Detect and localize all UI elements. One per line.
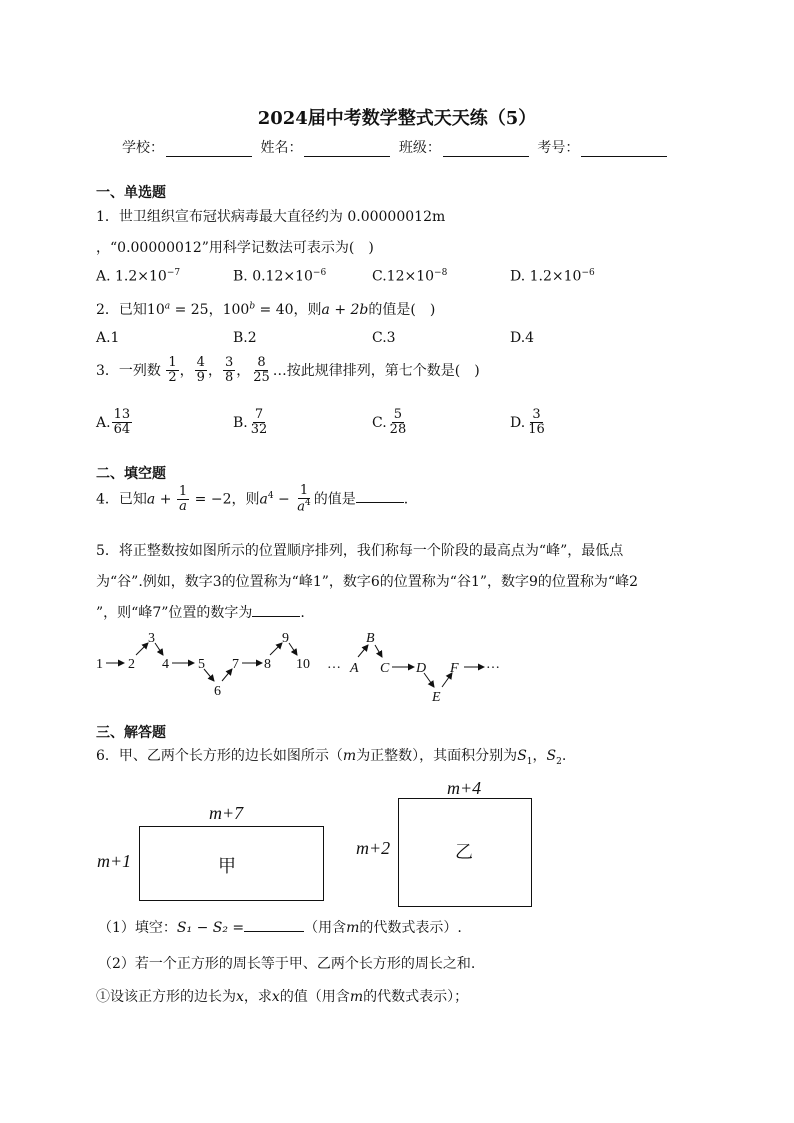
rect-jia-side-label: m+1 [97, 851, 132, 871]
option-text: 1.2×10 [529, 268, 582, 285]
comma: ， [532, 748, 547, 764]
q6-end: . [561, 748, 567, 764]
letter-e: E [432, 690, 441, 705]
rect-jia-top-label: m+7 [209, 803, 244, 823]
q4-end: . [403, 491, 409, 508]
option-exponent: −7 [166, 268, 181, 278]
arrow [222, 669, 232, 681]
fraction [112, 408, 133, 438]
arrow [155, 643, 163, 655]
name-label: 姓名： [260, 140, 303, 156]
option-label: A. [96, 414, 111, 431]
numerator: 1 [168, 355, 177, 370]
separator: ， [179, 362, 194, 379]
var-m: m [346, 920, 360, 936]
denominator: 2 [168, 370, 177, 386]
numerator: 7 [254, 407, 264, 422]
q4-suffix: 的值是 [313, 491, 356, 508]
q5-line3 [96, 602, 305, 622]
letter-d: D [416, 661, 427, 676]
var-s1: S [517, 748, 527, 764]
var-s2: S [546, 748, 557, 764]
denominator: 32 [250, 422, 268, 438]
arrow [270, 643, 282, 655]
q5-line1: 5．将正整数按如图所示的位置顺序排列，我们称每一个阶段的最高点为“峰”，最低点 [96, 543, 624, 559]
minus: − [273, 491, 295, 508]
sub2-1-prefix: ①设该正方形的边长为 [96, 989, 236, 1005]
exponent: 4 [267, 490, 274, 501]
arrow [289, 643, 297, 655]
exam-no-label: 考号： [537, 140, 580, 156]
s1-subscript: 1 [526, 756, 533, 767]
q5-line3-text: ”，则“峰7”位置的数字为 [96, 605, 253, 621]
num-3: 3 [148, 631, 155, 646]
numerator: 8 [257, 355, 266, 370]
fraction [251, 356, 272, 386]
q1-option-b[interactable] [233, 268, 326, 285]
arrow [358, 645, 368, 657]
q6-sub1-answer-blank[interactable] [244, 919, 304, 932]
school-blank[interactable] [166, 142, 252, 157]
var-m: m [349, 989, 364, 1005]
q2-option-c[interactable]: C.3 [372, 330, 396, 346]
fraction [166, 356, 178, 386]
class-label: 班级： [398, 140, 441, 156]
q6-mid: 为正整数），其面积分别为 [356, 748, 518, 764]
q2-rest1: = 25， [170, 302, 223, 318]
numerator: 13 [113, 407, 131, 422]
arrow [424, 673, 434, 687]
option-label: D. [510, 268, 526, 285]
q2-option-a[interactable]: A.1 [96, 330, 120, 346]
option-exponent: −8 [434, 268, 448, 278]
num-8: 8 [264, 657, 271, 672]
option-label: C. [372, 268, 387, 285]
q2-option-b[interactable]: B.2 [233, 330, 257, 346]
q6-sub2-1 [96, 986, 468, 1006]
q4-prefix: 4．已知 [96, 491, 147, 508]
q3-option-b[interactable] [233, 408, 270, 438]
q2-rest2: = 40，则 [255, 302, 322, 318]
q6-prefix: 6．甲、乙两个长方形的边长如图所示（ [96, 748, 343, 764]
numerator: 3 [532, 407, 541, 422]
fraction [526, 408, 547, 438]
arrow [442, 673, 452, 687]
q2-expr3: a + 2b [321, 302, 369, 318]
var-x: x [271, 989, 280, 1005]
fraction [249, 408, 270, 438]
name-blank[interactable] [304, 142, 390, 157]
q2-option-d[interactable]: D.4 [510, 330, 535, 346]
num-9: 9 [282, 631, 289, 646]
q5-end: . [300, 605, 305, 621]
equals: = −2，则 [190, 491, 260, 508]
num-5: 5 [198, 657, 205, 672]
fraction [195, 356, 207, 386]
separator: ， [207, 362, 222, 379]
rect-yi-top-label: m+4 [447, 778, 482, 798]
q2-exp2: b [249, 301, 256, 312]
letter-c: C [380, 661, 390, 676]
q5-answer-blank[interactable] [252, 604, 300, 617]
option-exponent: −6 [312, 268, 327, 278]
num-2: 2 [128, 657, 135, 672]
q1-option-c[interactable] [372, 268, 447, 285]
arrow [204, 669, 214, 681]
var-x: x [236, 989, 244, 1005]
q6-stem [96, 745, 566, 767]
denominator: a [179, 498, 187, 514]
arrow [136, 643, 148, 655]
rect-yi-side-label: m+2 [356, 838, 391, 858]
arrow [375, 645, 382, 657]
rect-jia-label: 甲 [218, 856, 236, 877]
numerator: 1 [299, 483, 309, 498]
letter-f: F [450, 661, 459, 676]
q1-option-a[interactable] [96, 268, 180, 285]
denominator: 25 [253, 370, 270, 386]
fraction [388, 408, 409, 438]
option-text: 0.12×10 [252, 268, 313, 285]
option-label: C. [372, 414, 387, 431]
num-1: 1 [96, 657, 103, 672]
var-a: a [259, 491, 268, 508]
num-4: 4 [162, 657, 169, 672]
num-7: 7 [232, 657, 239, 672]
denominator: 16 [528, 422, 545, 438]
zigzag-diagram [90, 625, 530, 705]
ellipsis-2: … [486, 657, 500, 672]
denominator-var: a [297, 499, 305, 515]
exam-no-blank[interactable] [581, 142, 667, 157]
numerator: 1 [178, 483, 188, 499]
letter-a: A [350, 661, 359, 676]
q3-option-d[interactable] [510, 408, 548, 438]
q2-base2: 100 [222, 302, 250, 318]
q5-line2: 为“谷”.例如，数字3的位置称为“峰1”，数字6的位置称为“谷1”，数字9的位置称为“峰2 [96, 574, 638, 590]
sub1-suffix2: 的代数式表示）. [359, 920, 462, 936]
q1-line2: ，“0.00000012”用科学记数法可表示为( ) [96, 240, 374, 256]
q3-option-a[interactable] [96, 408, 133, 438]
denominator: 9 [196, 370, 205, 386]
num-6: 6 [214, 684, 221, 699]
denominator: 8 [224, 370, 234, 386]
option-exponent: −6 [581, 268, 595, 278]
q6-sub2: （2）若一个正方形的周长等于甲、乙两个长方形的周长之和. [98, 956, 476, 972]
var-a: a [146, 491, 156, 508]
q3-prefix: 3．一列数 [96, 362, 161, 379]
num-10: 10 [296, 657, 310, 672]
q4-stem [96, 484, 408, 515]
q4-answer-blank[interactable] [356, 490, 404, 503]
q2-stem [96, 299, 435, 319]
ellipsis-1: … [327, 657, 341, 672]
fraction [295, 484, 313, 515]
q6-sub1 [98, 917, 462, 937]
numerator: 4 [196, 355, 205, 370]
q2-prefix: 2．已知 [96, 302, 147, 318]
letter-b: B [366, 631, 375, 646]
option-text: 1.2×10 [115, 268, 167, 285]
sub2-1-suffix: 的代数式表示）； [363, 989, 469, 1005]
sub2-1-mid: ，求 [243, 989, 272, 1005]
sub2-1-mid2: 的值（用含 [279, 989, 350, 1005]
student-info-line [122, 137, 671, 157]
q3-option-c[interactable] [372, 408, 409, 438]
s2-subscript: 2 [556, 756, 562, 767]
q2-exp1: a [164, 301, 171, 312]
sub1-expr: S₁ − S₂ = [176, 920, 245, 936]
denominator: 64 [113, 422, 131, 438]
separator: ， [236, 362, 251, 379]
class-blank[interactable] [443, 142, 529, 157]
q3-suffix: …按此规律排列，第七个数是( ) [272, 362, 480, 379]
var-m: m [342, 748, 357, 764]
fraction [177, 485, 189, 515]
q1-line1: 1．世卫组织宣布冠状病毒最大直径约为 0.00000012m [96, 209, 446, 225]
section-heading-single-choice: 一、单选题 [96, 185, 166, 201]
q2-suffix: 的值是( ) [368, 302, 436, 318]
numerator: 3 [224, 355, 234, 370]
section-heading-solutions: 三、解答题 [96, 725, 166, 741]
option-label: A. [96, 268, 111, 285]
section-heading-fill-blank: 二、填空题 [96, 466, 166, 482]
option-text: 12×10 [386, 268, 435, 285]
page-title: 2024届中考数学整式天天练（5） [257, 108, 537, 129]
option-label: B. [233, 268, 248, 285]
rect-yi-label: 乙 [455, 842, 473, 863]
denominator: 28 [389, 422, 407, 438]
q2-base1: 10 [146, 302, 165, 318]
plus: + [155, 491, 176, 508]
numerator: 5 [393, 407, 403, 422]
q1-option-d[interactable] [510, 268, 595, 285]
sub1-suffix: （用含 [304, 920, 347, 936]
q3-stem [96, 356, 480, 386]
school-label: 学校： [122, 140, 164, 156]
option-label: D. [510, 414, 526, 431]
option-label: B. [233, 414, 248, 431]
denominator-exp: 4 [304, 498, 311, 509]
sub1-prefix: （1）填空： [98, 920, 177, 936]
fraction [223, 356, 235, 386]
